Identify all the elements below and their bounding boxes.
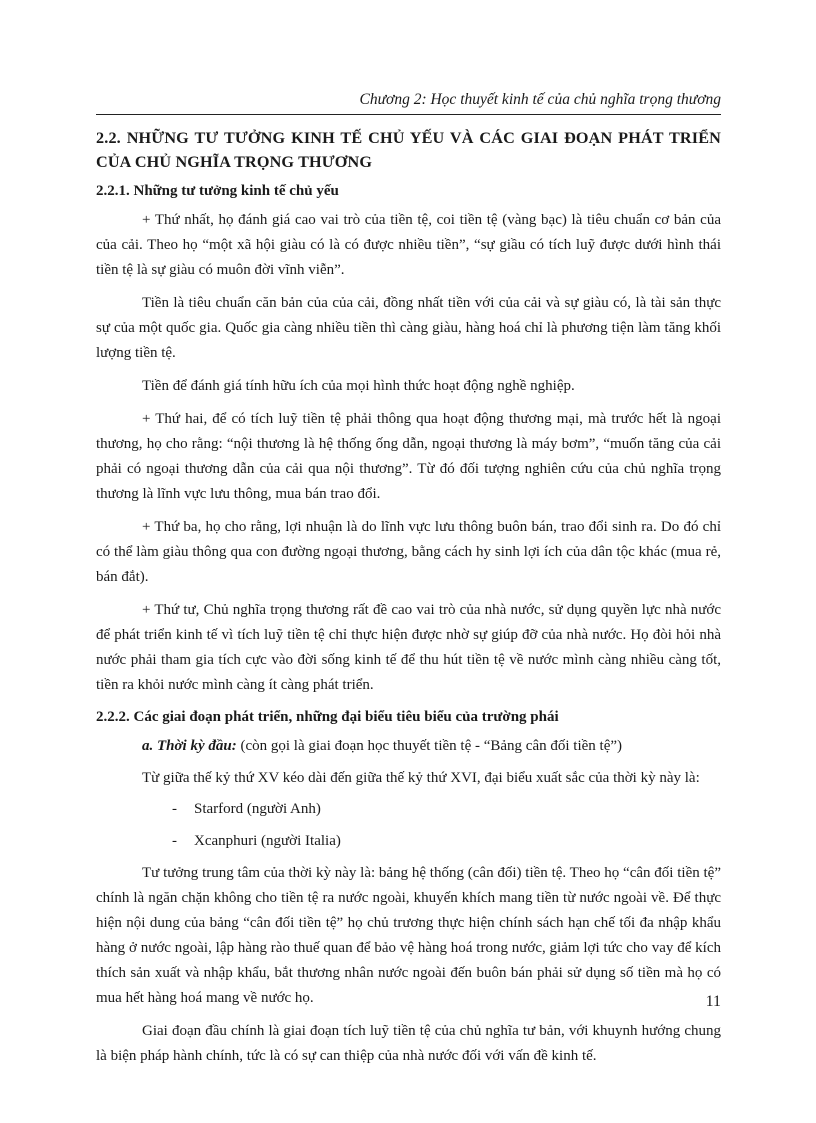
subsection-heading-1: 2.2.1. Những tư tưởng kinh tế chủ yếu — [96, 183, 339, 199]
paragraph: Giai đoạn đầu chính là giai đoạn tích luỹ tiền tệ của chủ nghĩa tư bản, với khuynh hướng chung là biện pháp hành chính, tức là có sự can thiệp của nhà nước đối với vấn đề kinh tế. — [96, 1023, 721, 1064]
paragraph: + Thứ hai, để có tích luỹ tiền tệ phải thông qua hoạt động thương mại, mà trước hết là ngoại thương, họ cho rằng: “nội thương là hệ thống ống dẫn, ngoại thương là máy bơm”, “muốn tăng của cải phải có ngoại thương dẫn của cải qua nội thương”. Từ đó đối tượng nghiên cứu của chủ nghĩa trọng thương là lĩnh vực lưu thông, mua bán trao đổi. — [96, 411, 721, 502]
representatives-list — [96, 797, 721, 853]
paragraph: Tư tưởng trung tâm của thời kỳ này là: bảng hệ thống (cân đối) tiền tệ. Theo họ “cân đối tiền tệ” chính là ngăn chặn không cho tiền tệ ra nước ngoài, khuyến khích mang tiền từ nước ngoài về. Để thực hiện nội dung của bảng “cân đối tiền tệ” họ chủ trương thực hiện chính sách hạn chế tối đa nhập khẩu hàng ở nước ngoài, lập hàng rào thuế quan để bảo vệ hàng hoá trong nước, giảm lợi tức cho vay để kích thích sản xuất và nhập khẩu, bắt thương nhân nước ngoài đến buôn bán phải sử dụng số tiền mà họ có mua hết hàng hoá mang về nước họ. — [96, 865, 721, 1006]
period-title — [96, 734, 721, 758]
list-item — [96, 797, 721, 821]
paragraph: Tiền là tiêu chuẩn căn bản của của cải, đồng nhất tiền với của cải và sự giàu có, là tài sản thực sự của một quốc gia. Quốc gia càng nhiều tiền thì càng giàu, hàng hoá chỉ là phương tiện làm tăng khối lượng tiền tệ. — [96, 295, 721, 361]
list-item-text: Xcanphuri (người Italia) — [194, 833, 341, 849]
header-rule — [96, 114, 721, 115]
paragraph: + Thứ nhất, họ đánh giá cao vai trò của tiền tệ, coi tiền tệ (vàng bạc) là tiêu chuẩn cơ bản của của cải. Theo họ “một xã hội giàu có là có được nhiều tiền”, “sự giầu có tích luỹ được dưới hình thái tiền tệ là sự giàu có muôn đời vĩnh viễn”. — [96, 212, 721, 278]
dash-bullet: - — [172, 801, 177, 817]
paragraph: + Thứ tư, Chủ nghĩa trọng thương rất đề cao vai trò của nhà nước, sử dụng quyền lực nhà nước để phát triển kinh tế vì tích luỹ tiền tệ chỉ thực hiện được nhờ sự giúp đỡ của nhà nước. Họ đòi hỏi nhà nước phải tham gia tích cực vào đời sống kinh tế để thu hút tiền tệ về nước mình càng nhiều càng tốt, tiền ra khỏi nước mình càng ít càng phát triển. — [96, 602, 721, 693]
paragraph: Từ giữa thế kỷ thứ XV kéo dài đến giữa thế kỷ thứ XVI, đại biểu xuất sắc của thời kỳ này là: — [142, 770, 700, 786]
paragraph: Tiền để đánh giá tính hữu ích của mọi hình thức hoạt động nghề nghiệp. — [142, 378, 575, 394]
dash-bullet: - — [172, 833, 177, 849]
period-lead: a. Thời kỳ đầu: — [142, 738, 237, 754]
list-item-text: Starford (người Anh) — [194, 801, 321, 817]
list-item — [96, 829, 721, 853]
subsection-heading-2: 2.2.2. Các giai đoạn phát triển, những đại biểu tiêu biểu của trường phái — [96, 709, 559, 725]
period-description: (còn gọi là giai đoạn học thuyết tiền tệ - “Bảng cân đối tiền tệ”) — [236, 738, 623, 754]
page-content — [96, 126, 721, 1077]
running-header: Chương 2: Học thuyết kinh tế của chủ nghĩa trọng thương — [359, 91, 721, 108]
page-number: 11 — [705, 993, 721, 1010]
section-heading: 2.2. NHỮNG TƯ TƯỞNG KINH TẾ CHỦ YẾU VÀ CÁC GIAI ĐOẠN PHÁT TRIỂN CỦA CHỦ NGHĨA TRỌNG THƯƠNG — [96, 129, 721, 171]
paragraph: + Thứ ba, họ cho rằng, lợi nhuận là do lĩnh vực lưu thông buôn bán, trao đổi sinh ra. Do đó chỉ có thể làm giàu thông qua con đường ngoại thương, bằng cách hy sinh lợi ích của dân tộc khác (mua rẻ, bán đắt). — [96, 519, 721, 585]
